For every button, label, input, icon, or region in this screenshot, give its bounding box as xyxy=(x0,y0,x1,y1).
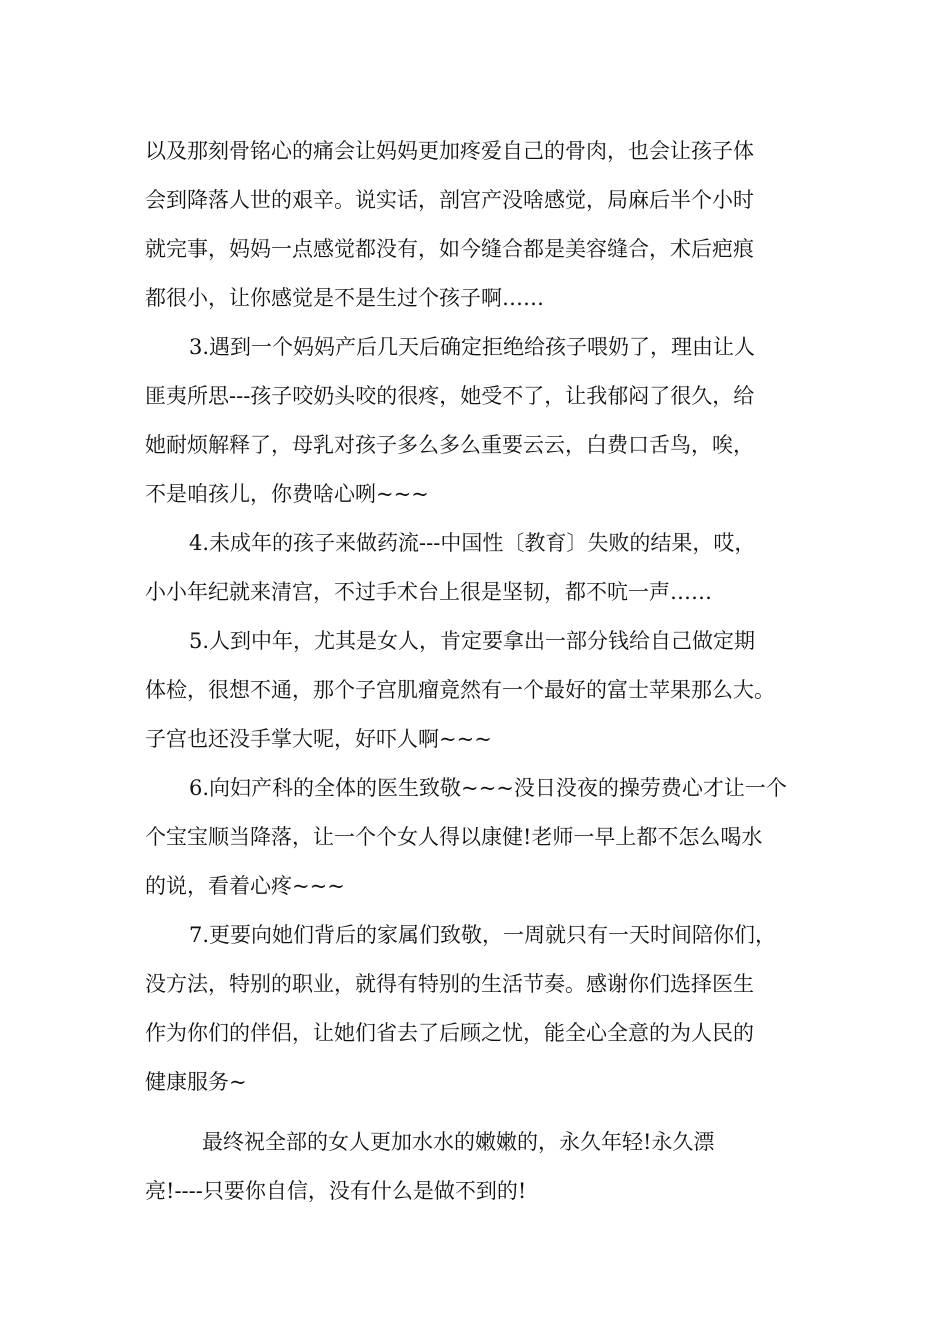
text-line: 体检，很想不通，那个子宫肌瘤竟然有一个最好的富士苹果那么大。 xyxy=(145,678,775,702)
text-line: 会到降落人世的艰辛。说实话，剖宫产没啥感觉，局麻后半个小时 xyxy=(145,188,754,212)
text-line: 的说，看着心疼~~~ xyxy=(145,874,345,898)
text-line: 作为你们的伴侣，让她们省去了后顾之忧，能全心全意的为人民的 xyxy=(145,1021,754,1045)
item-6-line-1: 6.向妇产科的全体的医生致敬~~~没日没夜的操劳费心才让一个 xyxy=(189,776,787,800)
closing-line-2: 亮!----只要你自信，没有什么是做不到的! xyxy=(145,1179,527,1203)
text-line: 都很小，让你感觉是不是生过个孩子啊…… xyxy=(145,286,544,310)
text-line: 以及那刻骨铭心的痛会让妈妈更加疼爱自己的骨肉，也会让孩子体 xyxy=(145,139,754,163)
item-7-line-1: 7.更要向她们背后的家属们致敬，一周就只有一天时间陪你们， xyxy=(189,923,777,947)
text-line: 她耐烦解释了，母乳对孩子多么多么重要云云，白费口舌鸟，唉， xyxy=(145,433,754,457)
text-line: 子宫也还没手掌大呢，好吓人啊~~~ xyxy=(145,727,492,751)
text-line: 没方法，特别的职业，就得有特别的生活节奏。感谢你们选择医生 xyxy=(145,972,754,996)
body-text xyxy=(145,127,825,1216)
text-line: 个宝宝顺当降落，让一个个女人得以康健!老师一早上都不怎么喝水 xyxy=(145,825,763,849)
item-4-line-1: 4.未成年的孩子来做药流---中国性〔教育〕失败的结果，哎， xyxy=(189,531,756,555)
closing-line-1: 最终祝全部的女人更加水水的嫩嫩的，永久年轻!永久漂 xyxy=(202,1130,715,1154)
text-line: 匪夷所思---孩子咬奶头咬的很疼，她受不了，让我郁闷了很久，给 xyxy=(145,384,755,408)
text-line: 小小年纪就来清宫，不过手术台上很是坚韧，都不吭一声…… xyxy=(145,580,712,604)
item-5-line-1: 5.人到中年，尤其是女人，肯定要拿出一部分钱给自己做定期 xyxy=(189,629,756,653)
text-line: 不是咱孩儿，你费啥心咧~~~ xyxy=(145,482,429,506)
text-line: 健康服务~ xyxy=(145,1070,247,1094)
text-line: 就完事，妈妈一点感觉都没有，如今缝合都是美容缝合，术后疤痕 xyxy=(145,237,754,261)
item-3-line-1: 3.遇到一个妈妈产后几天后确定拒绝给孩子喂奶了，理由让人 xyxy=(189,335,756,359)
